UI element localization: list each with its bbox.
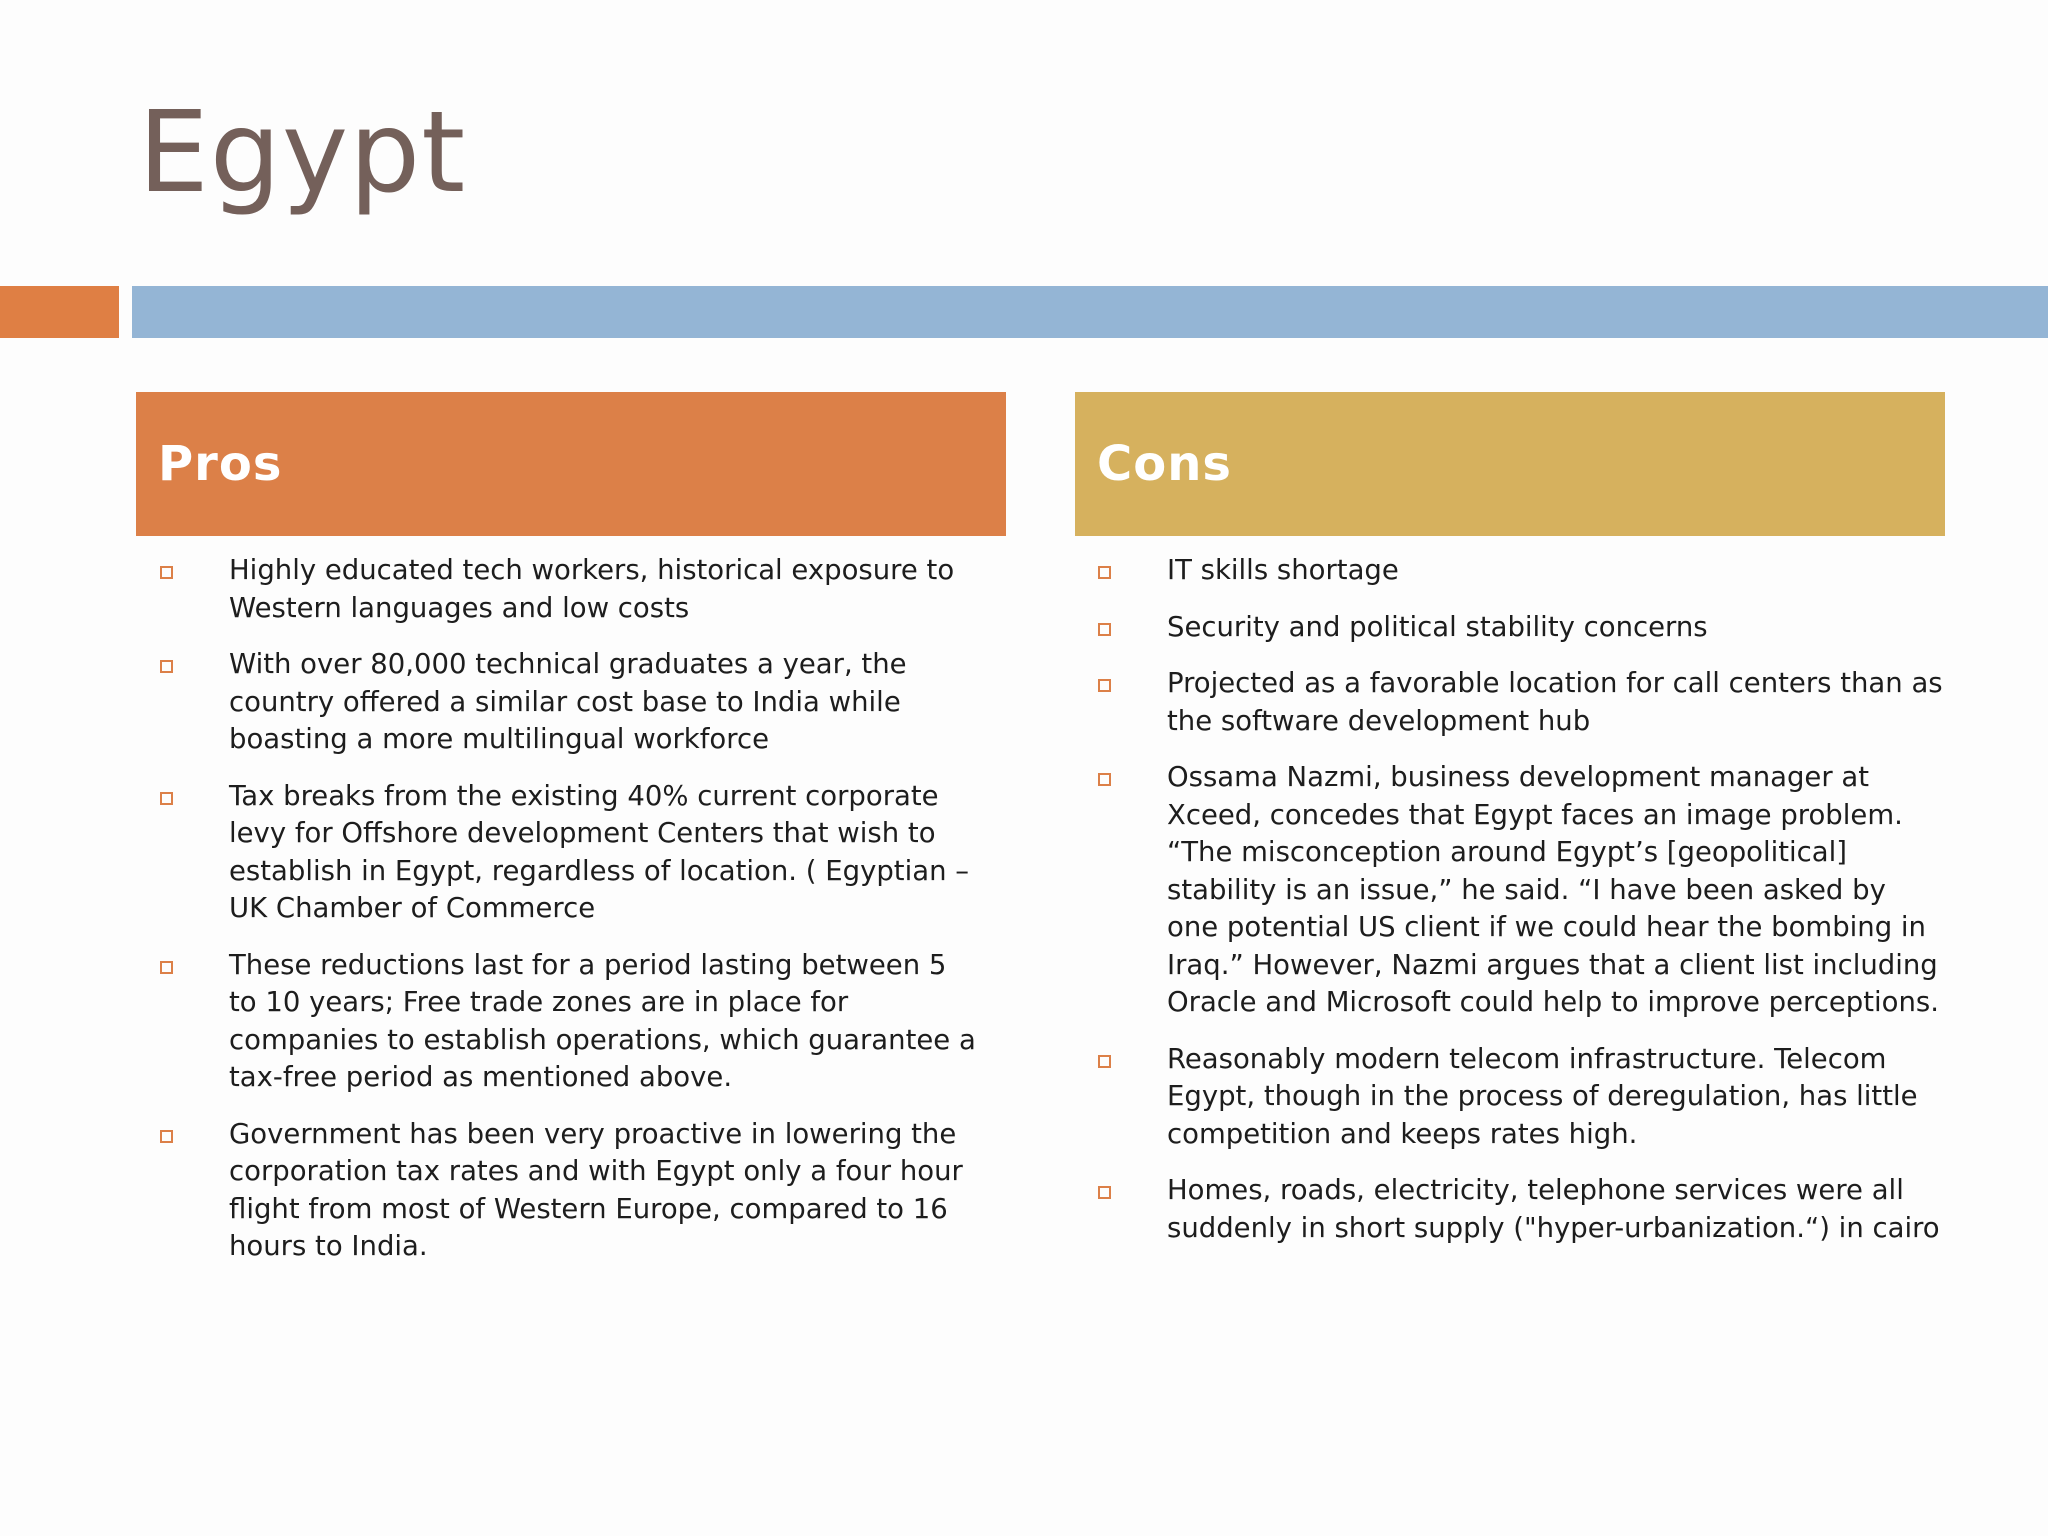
square-bullet-icon	[1098, 679, 1111, 692]
square-bullet-icon	[160, 660, 173, 673]
title-rule-bar	[132, 286, 2048, 338]
pros-item	[160, 778, 980, 928]
pros-item	[160, 947, 980, 1097]
cons-heading: Cons	[1097, 436, 1232, 492]
pros-heading: Pros	[158, 436, 283, 492]
cons-list	[1098, 552, 1944, 1266]
pros-header	[136, 392, 1006, 536]
pros-item-text: These reductions last for a period lasting between 5 to 10 years; Free trade zones are in place for companies to establish operations, which guarantee a tax-free period as mentioned above.	[229, 948, 976, 1093]
pros-item-text: Tax breaks from the existing 40% current corporate levy for Offshore development Centers that wish to establish in Egypt, regardless of location. ( Egyptian – UK Chamber of Commerce	[229, 779, 969, 924]
square-bullet-icon	[1098, 773, 1111, 786]
square-bullet-icon	[1098, 623, 1111, 636]
square-bullet-icon	[160, 792, 173, 805]
cons-item-text: Ossama Nazmi, business development manager at Xceed, concedes that Egypt faces an image problem. “The misconception around Egypt’s [geopolitical] stability is an issue,” he said. “I have been asked by one potential US client if we could hear the bombing in Iraq.” However, Nazmi argues that a client list including Oracle and Microsoft could help to improve perceptions.	[1167, 761, 1940, 1018]
square-bullet-icon	[160, 961, 173, 974]
cons-item	[1098, 1041, 1944, 1154]
pros-list	[160, 552, 980, 1285]
square-bullet-icon	[1098, 1186, 1111, 1199]
cons-item	[1098, 552, 1944, 590]
square-bullet-icon	[1098, 1055, 1111, 1068]
pros-item	[160, 552, 980, 627]
title-accent-bar	[0, 286, 119, 338]
cons-item	[1098, 665, 1944, 740]
cons-item	[1098, 609, 1944, 647]
square-bullet-icon	[160, 566, 173, 579]
cons-item	[1098, 1172, 1944, 1247]
cons-item-text: Homes, roads, electricity, telephone services were all suddenly in short supply ("hyper-urbanization.“) in cairo	[1167, 1174, 1940, 1244]
pros-item-text: Government has been very proactive in lowering the corporation tax rates and with Egypt only a four hour flight from most of Western Europe, compared to 16 hours to India.	[229, 1117, 963, 1262]
cons-item-text: Projected as a favorable location for call centers than as the software development hub	[1167, 667, 1943, 737]
square-bullet-icon	[1098, 566, 1111, 579]
square-bullet-icon	[160, 1130, 173, 1143]
cons-header	[1075, 392, 1945, 536]
cons-item	[1098, 759, 1944, 1022]
cons-item-text: Security and political stability concerns	[1167, 610, 1708, 643]
pros-item-text: Highly educated tech workers, historical exposure to Western languages and low costs	[229, 554, 955, 624]
pros-item	[160, 1116, 980, 1266]
pros-item	[160, 646, 980, 759]
cons-item-text: IT skills shortage	[1167, 554, 1399, 586]
cons-item-text: Reasonably modern telecom infrastructure. Telecom Egypt, though in the process of deregulation, has little competition and keeps rates high.	[1167, 1042, 1918, 1150]
slide-title: Egypt	[138, 88, 467, 218]
pros-item-text: With over 80,000 technical graduates a year, the country offered a similar cost base to India while boasting a more multilingual workforce	[229, 648, 907, 755]
